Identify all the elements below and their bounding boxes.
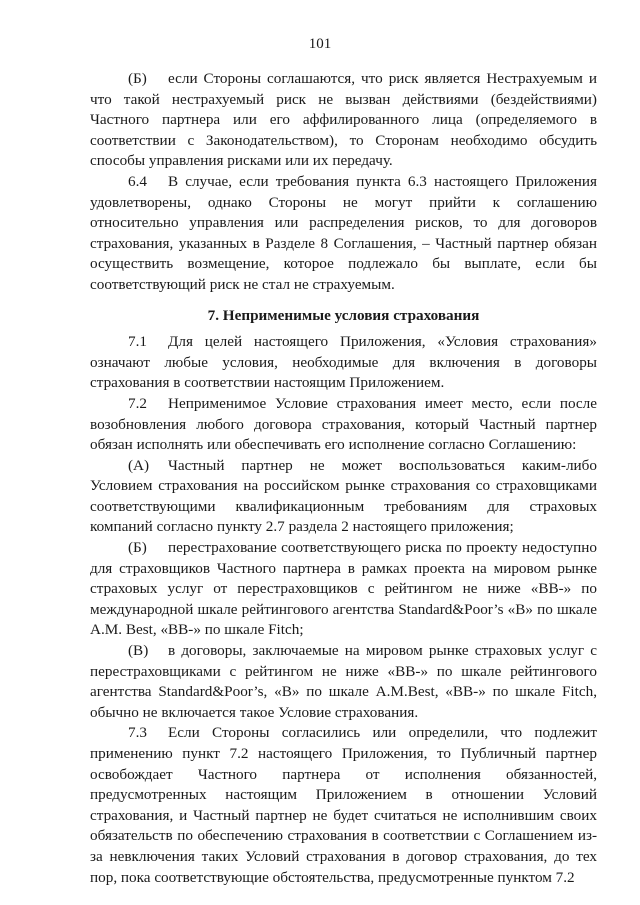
clause-6-3-b	[90, 69, 597, 172]
section-heading: 7. Неприменимые условия страхования	[207, 306, 480, 324]
clause-number: 7.3	[128, 724, 147, 742]
clause-number: 6.4	[128, 172, 147, 190]
clause-text: В случае, если требования пункта 6.3 настоящего Приложения удовлетворены, однако Стороны не могут прийти к соглашению относительно управления или распределения рисков, то для договоров страхования, указанных в Разделе 8 Соглашения, – Частный партнер обязан осуществить возмещение, которое подлежало бы выплате, если бы соответствующий риск не стал не страхуемым.	[90, 172, 597, 293]
page-number: 101	[308, 36, 332, 52]
clause-7-2	[90, 394, 597, 456]
clause-7-2-b	[90, 538, 597, 641]
clause-text: если Стороны соглашаются, что риск является Нестрахуемым и что такой нестрахуемый риск не вызван действиями (бездействиями) Частного партнера или его аффилированного лица (определяемого в соответствии с Законодательством), то Сторонам необходимо обсудить способы управления рисками или их передачу.	[90, 70, 597, 170]
clause-7-2-a	[90, 456, 597, 538]
clause-number: 7.2	[128, 394, 147, 412]
clause-text: Если Стороны согласились или определили, что подлежит применению пункт 7.2 настоящего Приложения, то Публичный партнер освобождает Частного партнера от исполнения обязанностей, предусмотренных настоящим Приложением в отношении Условий страхования, и Частный партнер не будет считаться не исполнившим своих обязательств по обеспечению страхования в соответствии с Соглашением из-за невключения таких Условий страхования в договор страхования, до тех пор, пока соответствующие обстоятельства, предусмотренные пунктом 7.2	[90, 724, 597, 886]
clause-6-4	[90, 172, 597, 296]
clause-text: в договоры, заключаемые на мировом рынке страховых услуг с перестраховщиками с рейтингом не ниже «ВВ-» по шкале рейтингового агентства Standard&Poor’s, «В» по шкале A.M.Best, «ВВ-» по шкале Fitch, обычно не включается такое Условие страхования.	[90, 642, 597, 721]
clause-text: Неприменимое Условие страхования имеет место, если после возобновления любого договора страхования, который Частный партнер обязан исполнять или обеспечивать его исполнение согласно Соглашению:	[90, 394, 597, 454]
clause-text: Частный партнер не может воспользоваться каким-либо Условием страхования на российском рынке страхования со страховщиками соответствующими квалификационным требованиям для страховых компаний согласно пункту 2.7 раздела 2 настоящего приложения;	[90, 456, 597, 536]
clause-text: Для целей настоящего Приложения, «Условия страхования» означают любые условия, необходимые для включения в договоры страхования в соответствии настоящим Приложением.	[90, 333, 597, 392]
clause-7-1	[90, 332, 597, 394]
clause-number: (Б)	[128, 539, 147, 557]
clause-text: перестрахование соответствующего риска по проекту недоступно для страховщиков Частного партнера в рамках проекта на мировом рынке страховых услуг от перестраховщиков с рейтингом не ниже «ВВ-» по международной шкале рейтингового агентства Standard&Poor’s «В» по шкале A.M. Best, «ВВ-» по шкале Fitch;	[90, 539, 597, 639]
document-body	[90, 69, 597, 888]
clause-number: (В)	[128, 642, 149, 660]
clause-number: (Б)	[128, 70, 147, 87]
clause-number: (А)	[128, 456, 150, 474]
clause-7-3	[90, 723, 597, 888]
clause-number: 7.1	[128, 333, 147, 351]
clause-7-2-v	[90, 641, 597, 723]
